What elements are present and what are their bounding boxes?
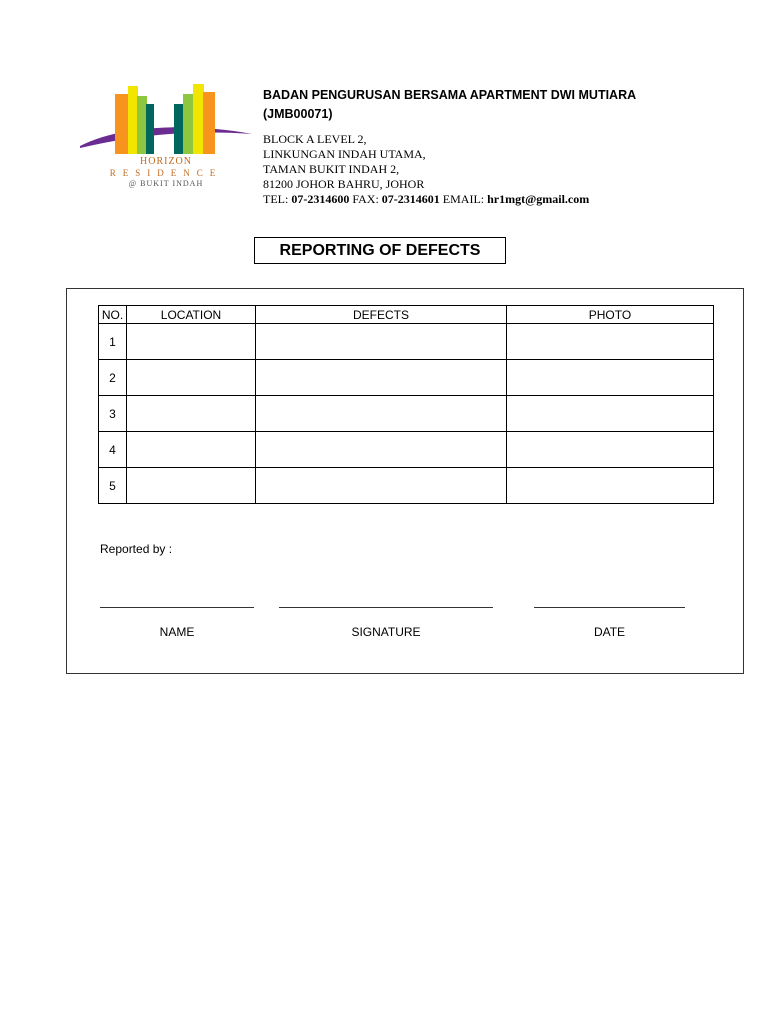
photo-cell[interactable]: [507, 396, 714, 432]
table-row: [99, 360, 714, 396]
logo-text-residence: RESIDENCE: [109, 168, 223, 178]
column-header-location: LOCATION: [127, 306, 256, 324]
table-row: [99, 324, 714, 360]
email-label: EMAIL:: [439, 192, 488, 206]
date-signature-line[interactable]: [534, 607, 685, 608]
table-row: [99, 396, 714, 432]
logo-swoosh: [80, 127, 252, 148]
table-row: [99, 432, 714, 468]
defects-form-frame: [66, 288, 744, 674]
location-cell[interactable]: [127, 468, 256, 504]
table-header-row: [99, 306, 714, 324]
location-cell[interactable]: [127, 360, 256, 396]
defects-cell[interactable]: [256, 396, 507, 432]
name-signature-line[interactable]: [100, 607, 254, 608]
contact-line: [263, 192, 743, 207]
address-line: LINKUNGAN INDAH UTAMA,: [263, 147, 426, 161]
photo-cell[interactable]: [507, 468, 714, 504]
document-title: REPORTING OF DEFECTS: [254, 237, 506, 264]
address-line: 81200 JOHOR BAHRU, JOHOR: [263, 177, 425, 191]
fax-label: FAX:: [349, 192, 382, 206]
signature-line[interactable]: [279, 607, 493, 608]
logo-building-1: [115, 94, 129, 154]
row-number: 5: [99, 468, 127, 504]
date-label: DATE: [593, 625, 626, 639]
location-cell[interactable]: [127, 432, 256, 468]
logo-building-4: [146, 104, 154, 154]
column-header-no: NO.: [99, 306, 127, 324]
photo-cell[interactable]: [507, 432, 714, 468]
logo-text-horizon: HORIZON: [140, 156, 192, 167]
row-number: 1: [99, 324, 127, 360]
row-number: 3: [99, 396, 127, 432]
logo-building-6: [183, 94, 194, 154]
defects-cell[interactable]: [256, 324, 507, 360]
logo-buildings-graphic: [78, 82, 254, 162]
org-name-line2: (JMB00071): [263, 107, 333, 121]
row-number: 4: [99, 432, 127, 468]
tel-number: 07-2314600: [291, 192, 350, 206]
organization-header: [263, 86, 743, 207]
logo-building-7: [193, 84, 204, 154]
defects-cell[interactable]: [256, 360, 507, 396]
signature-label: SIGNATURE: [351, 625, 421, 639]
column-header-defects: DEFECTS: [256, 306, 507, 324]
address-block: [263, 132, 743, 207]
logo-building-8: [203, 92, 215, 154]
column-header-photo: PHOTO: [507, 306, 714, 324]
location-cell[interactable]: [127, 396, 256, 432]
logo-building-2: [128, 86, 138, 154]
defects-table: [98, 305, 714, 504]
reported-by-label: Reported by :: [100, 542, 173, 556]
defects-cell[interactable]: [256, 432, 507, 468]
defects-cell[interactable]: [256, 468, 507, 504]
row-number: 2: [99, 360, 127, 396]
horizon-residence-logo: [78, 82, 254, 192]
name-label: NAME: [159, 625, 195, 639]
table-row: [99, 468, 714, 504]
org-name-line1: BADAN PENGURUSAN BERSAMA APARTMENT DWI MUTIARA: [263, 88, 637, 102]
photo-cell[interactable]: [507, 360, 714, 396]
address-line: BLOCK A LEVEL 2,: [263, 132, 367, 146]
logo-building-3: [137, 96, 147, 154]
location-cell[interactable]: [127, 324, 256, 360]
tel-label: TEL:: [263, 192, 292, 206]
email-address: hr1mgt@gmail.com: [487, 192, 590, 206]
address-line: TAMAN BUKIT INDAH 2,: [263, 162, 400, 176]
logo-text-location: @ BUKIT INDAH: [128, 179, 204, 188]
logo-building-5: [174, 104, 184, 154]
fax-number: 07-2314601: [381, 192, 440, 206]
photo-cell[interactable]: [507, 324, 714, 360]
